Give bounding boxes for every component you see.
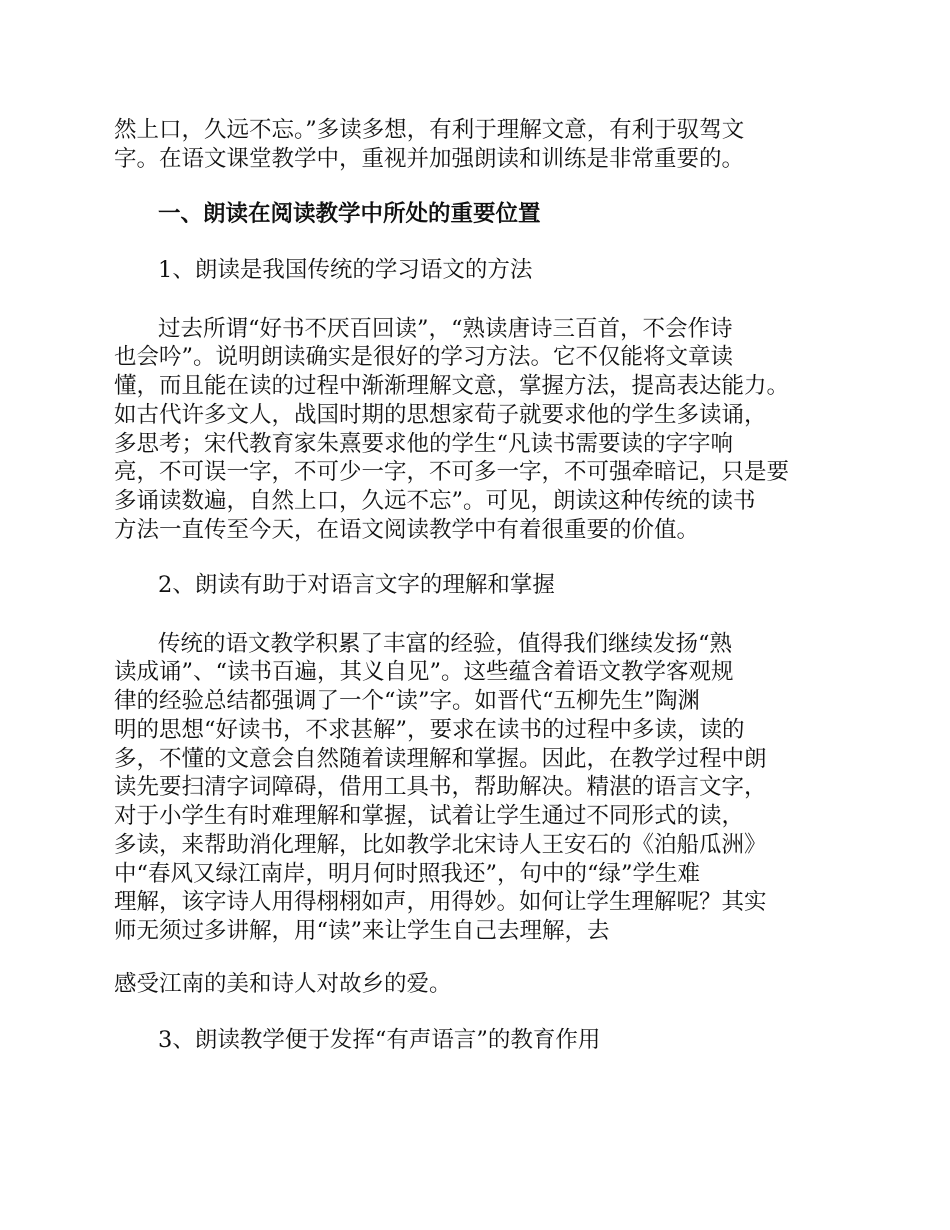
text-line: 读先要扫清字词障碍，借用工具书，帮助解决。精湛的语言文字， (114, 774, 767, 800)
text-line: 明的思想“好读书，不求甚解”，要求在读书的过程中多读，读的 (114, 717, 745, 743)
text-line: 如古代许多文人，战国时期的思想家荀子就要求他的学生多读诵， (114, 402, 767, 428)
subheading: 1、朗读是我国传统的学习语文的方法 (158, 257, 533, 283)
text-line: 多读，来帮助消化理解，比如教学北宋诗人王安石的《泊船瓜洲》 (114, 832, 767, 858)
text-line: 然上口，久远不忘。”多读多想，有利于理解文意，有利于驭驾文 (114, 117, 745, 143)
section-heading: 一、朗读在阅读教学中所处的重要位置 (158, 201, 541, 227)
text-line: 传统的语文教学积累了丰富的经验，值得我们继续发扬“熟 (158, 631, 733, 657)
text-line: 对于小学生有时难理解和掌握，试着让学生通过不同形式的读， (114, 803, 745, 829)
text-line: 多，不懂的文意会自然随着读理解和掌握。因此，在教学过程中朗 (114, 746, 767, 772)
text-line: 师无须过多讲解，用“读”来让学生自己去理解，去 (114, 918, 610, 944)
text-line: 理解，该字诗人用得栩栩如声，用得妙。如何让学生理解呢？其实 (114, 889, 767, 915)
text-line: 过去所谓“好书不厌百回读”，“熟读唐诗三百首，不会作诗 (158, 316, 733, 342)
text-line: 亮，不可误一字，不可少一字，不可多一字，不可强牵暗记，只是要 (114, 459, 790, 485)
text-line: 多思考；宋代教育家朱熹要求他的学生“凡读书需要读的字字响 (114, 431, 734, 457)
text-line: 也会吟”。说明朗读确实是很好的学习方法。它不仅能将文章读 (114, 344, 734, 370)
text-line: 感受江南的美和诗人对故乡的爱。 (114, 971, 452, 997)
subheading: 2、朗读有助于对语言文字的理解和掌握 (158, 572, 555, 598)
text-line: 读成诵”、“读书百遍，其义自见”。这些蕴含着语文教学客观规 (114, 659, 734, 685)
subheading: 3、朗读教学便于发挥“有声语言”的教育作用 (158, 1027, 601, 1053)
text-line: 懂，而且能在读的过程中渐渐理解文意，掌握方法，提高表达能力。 (114, 373, 790, 399)
text-line: 律的经验总结都强调了一个“读”字。如晋代“五柳先生”陶渊 (114, 688, 701, 714)
text-line: 多诵读数遍，自然上口，久远不忘”。可见，朗读这种传统的读书 (114, 488, 756, 514)
text-line: 字。在语文课堂教学中，重视并加强朗读和训练是非常重要的。 (114, 146, 745, 172)
text-line: 中“春风又绿江南岸，明月何时照我还”，句中的“绿”学生难 (114, 861, 701, 887)
text-line: 方法一直传至今天，在语文阅读教学中有着很重要的价值。 (114, 517, 700, 543)
